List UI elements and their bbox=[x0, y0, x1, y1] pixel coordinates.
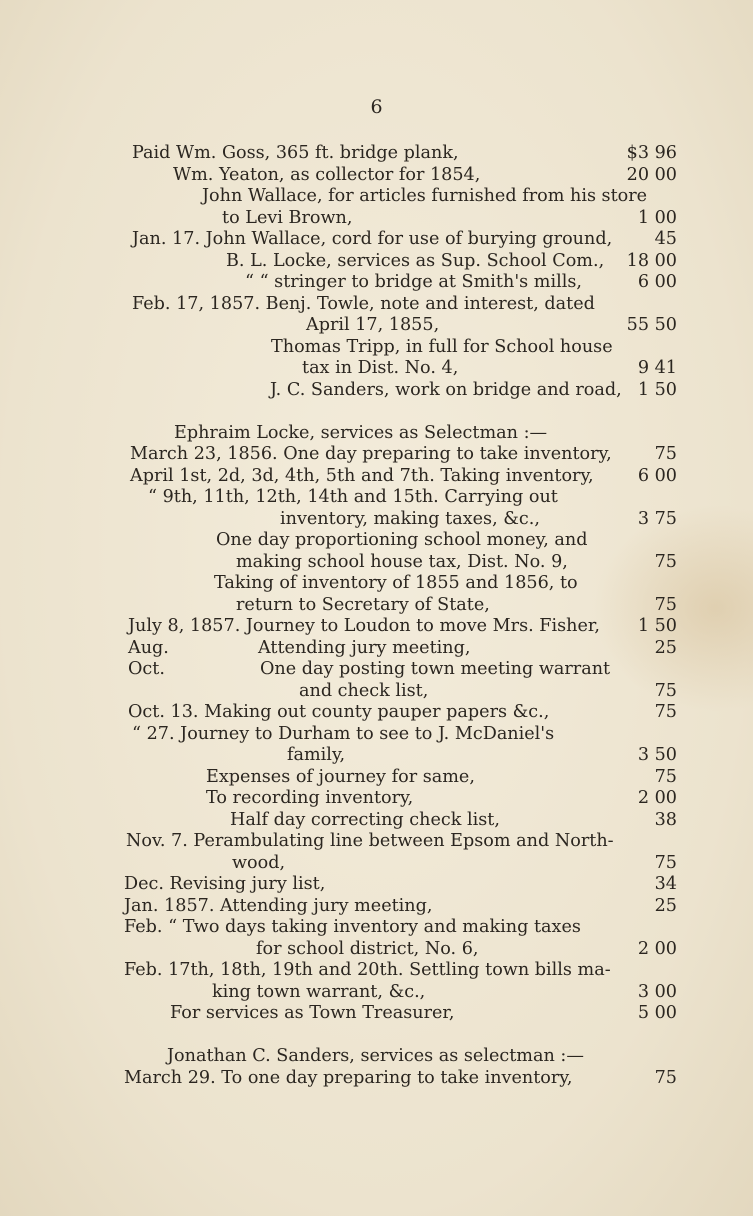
ledger-entry-text: to Levi Brown, bbox=[222, 207, 353, 228]
ledger-entry-text: “ “ stringer to bridge at Smith's mills, bbox=[245, 272, 582, 292]
ledger-row bbox=[0, 831, 753, 853]
ledger-row bbox=[0, 1046, 753, 1068]
ledger-entry-text: J. C. Sanders, work on bridge and road, bbox=[270, 379, 622, 400]
ledger-row bbox=[0, 229, 753, 251]
ledger-entry-text: Oct. bbox=[128, 659, 165, 679]
ledger-entry-text: Thomas Tripp, in full for School house bbox=[271, 336, 613, 357]
ledger-entry-text: B. L. Locke, services as Sup. School Com., bbox=[226, 250, 605, 271]
ledger-entry-amount: 75 bbox=[654, 702, 677, 722]
ledger-entry-amount: $3 96 bbox=[626, 143, 677, 163]
ledger-row bbox=[0, 595, 753, 617]
ledger-entry-text: Wm. Yeaton, as collector for 1854, bbox=[173, 164, 481, 185]
ledger-entry-amount: 25 bbox=[654, 637, 677, 658]
ledger-row bbox=[0, 466, 753, 488]
ledger-entry-text: and check list, bbox=[299, 680, 429, 701]
ledger-entry-amount: 3 75 bbox=[637, 508, 677, 529]
ledger-row bbox=[0, 1068, 753, 1090]
ledger-entry-amount: 75 bbox=[654, 594, 677, 615]
ledger-entry-text: To recording inventory, bbox=[206, 788, 414, 808]
ledger-entry-text: king town warrant, &c., bbox=[212, 981, 426, 1002]
ledger-entry-text: Ephraim Locke, services as Selectman :— bbox=[174, 422, 548, 443]
ledger-entry-text: Oct. 13. Making out county pauper papers &c., bbox=[128, 702, 550, 722]
ledger-entry-amount: 75 bbox=[654, 444, 677, 464]
ledger-entry-amount: 20 00 bbox=[626, 164, 677, 185]
ledger-entry-text: “ 27. Journey to Durham to see to J. McDaniel's bbox=[132, 723, 555, 744]
ledger-entry-amount: 6 00 bbox=[637, 272, 677, 292]
ledger-row bbox=[0, 487, 753, 509]
ledger-row bbox=[0, 573, 753, 595]
ledger-entry-text: for school district, No. 6, bbox=[256, 938, 479, 959]
ledger-entry-text: July 8, 1857. Journey to Loudon to move Mrs. Fisher, bbox=[128, 616, 600, 636]
ledger-entry-amount: 18 00 bbox=[626, 250, 677, 271]
ledger-entry-amount: 34 bbox=[654, 874, 677, 894]
ledger-row bbox=[0, 401, 753, 423]
ledger-entry-text: return to Secretary of State, bbox=[236, 594, 490, 615]
ledger-entry-text: April 1st, 2d, 3d, 4th, 5th and 7th. Taking inventory, bbox=[130, 465, 594, 486]
ledger-entry-amount: 75 bbox=[654, 680, 677, 701]
ledger-entry-text: Half day correcting check list, bbox=[230, 809, 500, 830]
ledger-entry-amount: 9 41 bbox=[637, 358, 677, 378]
ledger-entry-amount: 45 bbox=[654, 229, 677, 249]
aug-item-text: Attending jury meeting, bbox=[258, 637, 471, 658]
ledger-row bbox=[0, 702, 753, 724]
ledger-row bbox=[0, 380, 753, 402]
ledger-row bbox=[0, 208, 753, 230]
ledger-entry-text: Jan. 17. John Wallace, cord for use of burying ground, bbox=[132, 229, 613, 249]
ledger-entry-text: Expenses of journey for same, bbox=[206, 766, 475, 787]
ledger-entry-amount: 1 50 bbox=[637, 379, 677, 400]
ledger-row bbox=[0, 423, 753, 445]
ledger-entry-amount: 75 bbox=[654, 766, 677, 787]
ledger-row bbox=[0, 444, 753, 466]
ledger-row bbox=[0, 143, 753, 165]
ledger-entry-text: Jonathan C. Sanders, services as selectman :— bbox=[167, 1046, 584, 1066]
ledger-row bbox=[0, 358, 753, 380]
ledger-entry-text: One day proportioning school money, and bbox=[216, 530, 588, 550]
ledger-row bbox=[0, 810, 753, 832]
ledger-entry-text: making school house tax, Dist. No. 9, bbox=[236, 551, 568, 572]
ledger-entry-amount: 6 00 bbox=[637, 465, 677, 486]
ledger-entry-amount: 1 00 bbox=[637, 207, 677, 228]
ledger-entry-text: “ 9th, 11th, 12th, 14th and 15th. Carrying out bbox=[148, 487, 558, 507]
ledger-entry-text: John Wallace, for articles furnished from his store bbox=[202, 186, 648, 206]
ledger-entry-text: Feb. 17th, 18th, 19th and 20th. Settling town bills ma- bbox=[124, 960, 611, 980]
ledger-entry-amount: 5 00 bbox=[637, 1003, 677, 1023]
ledger-entry-amount: 75 bbox=[654, 551, 677, 572]
ledger-entry-amount: 75 bbox=[654, 852, 677, 873]
ledger-entry-text: Dec. Revising jury list, bbox=[124, 874, 326, 894]
ledger-entry-text: For services as Town Treasurer, bbox=[170, 1003, 455, 1023]
ledger-row bbox=[0, 917, 753, 939]
ledger-entry-text: March 23, 1856. One day preparing to take inventory, bbox=[130, 444, 612, 464]
ledger-row bbox=[0, 638, 753, 660]
ledger-row bbox=[0, 186, 753, 208]
ledger-row bbox=[0, 853, 753, 875]
ledger-row bbox=[0, 724, 753, 746]
ledger-entry-amount: 2 00 bbox=[637, 938, 677, 959]
ledger-entry-text: Feb. 17, 1857. Benj. Towle, note and interest, dated bbox=[132, 293, 595, 314]
ledger-entry-text: tax in Dist. No. 4, bbox=[302, 358, 459, 378]
ledger-entry-amount: 25 bbox=[654, 895, 677, 916]
ledger-row bbox=[0, 681, 753, 703]
ledger-row bbox=[0, 272, 753, 294]
page-number: 6 bbox=[370, 96, 383, 118]
ledger-entry-text: Feb. “ Two days taking inventory and making taxes bbox=[124, 917, 581, 937]
ledger-entry-text: April 17, 1855, bbox=[306, 315, 440, 335]
ledger-row bbox=[0, 294, 753, 316]
ledger-row bbox=[0, 1025, 753, 1047]
ledger-row bbox=[0, 165, 753, 187]
ledger-entry-text: inventory, making taxes, &c., bbox=[280, 508, 540, 529]
ledger-row bbox=[0, 337, 753, 359]
ledger-row bbox=[0, 659, 753, 681]
ledger-row bbox=[0, 552, 753, 574]
ledger bbox=[0, 143, 753, 1089]
ledger-row bbox=[0, 767, 753, 789]
ledger-row bbox=[0, 896, 753, 918]
oct-item-text: One day posting town meeting warrant bbox=[260, 659, 611, 679]
ledger-entry-amount: 2 00 bbox=[637, 788, 677, 808]
ledger-row bbox=[0, 530, 753, 552]
ledger-entry-text: Aug. bbox=[128, 637, 169, 658]
ledger-row bbox=[0, 315, 753, 337]
ledger-row bbox=[0, 509, 753, 531]
ledger-entry-text: Paid Wm. Goss, 365 ft. bridge plank, bbox=[132, 143, 459, 163]
ledger-entry-text: March 29. To one day preparing to take inventory, bbox=[124, 1067, 573, 1088]
ledger-entry-text: Jan. 1857. Attending jury meeting, bbox=[124, 895, 433, 916]
ledger-entry-amount: 3 00 bbox=[637, 981, 677, 1002]
ledger-row bbox=[0, 251, 753, 273]
ledger-entry-text: wood, bbox=[232, 852, 286, 873]
ledger-row bbox=[0, 788, 753, 810]
ledger-entry-text: Nov. 7. Perambulating line between Epsom and North- bbox=[126, 831, 614, 851]
ledger-row bbox=[0, 960, 753, 982]
ledger-entry-amount: 1 50 bbox=[637, 616, 677, 636]
ledger-entry-amount: 38 bbox=[654, 809, 677, 830]
ledger-entry-text: Taking of inventory of 1855 and 1856, to bbox=[214, 573, 578, 593]
ledger-row bbox=[0, 874, 753, 896]
ledger-row bbox=[0, 1003, 753, 1025]
ledger-row bbox=[0, 939, 753, 961]
ledger-entry-amount: 3 50 bbox=[637, 745, 677, 765]
ledger-row bbox=[0, 616, 753, 638]
ledger-entry-amount: 55 50 bbox=[626, 315, 677, 335]
ledger-row bbox=[0, 745, 753, 767]
ledger-entry-amount: 75 bbox=[654, 1067, 677, 1088]
ledger-row bbox=[0, 982, 753, 1004]
ledger-entry-text: family, bbox=[287, 745, 346, 765]
